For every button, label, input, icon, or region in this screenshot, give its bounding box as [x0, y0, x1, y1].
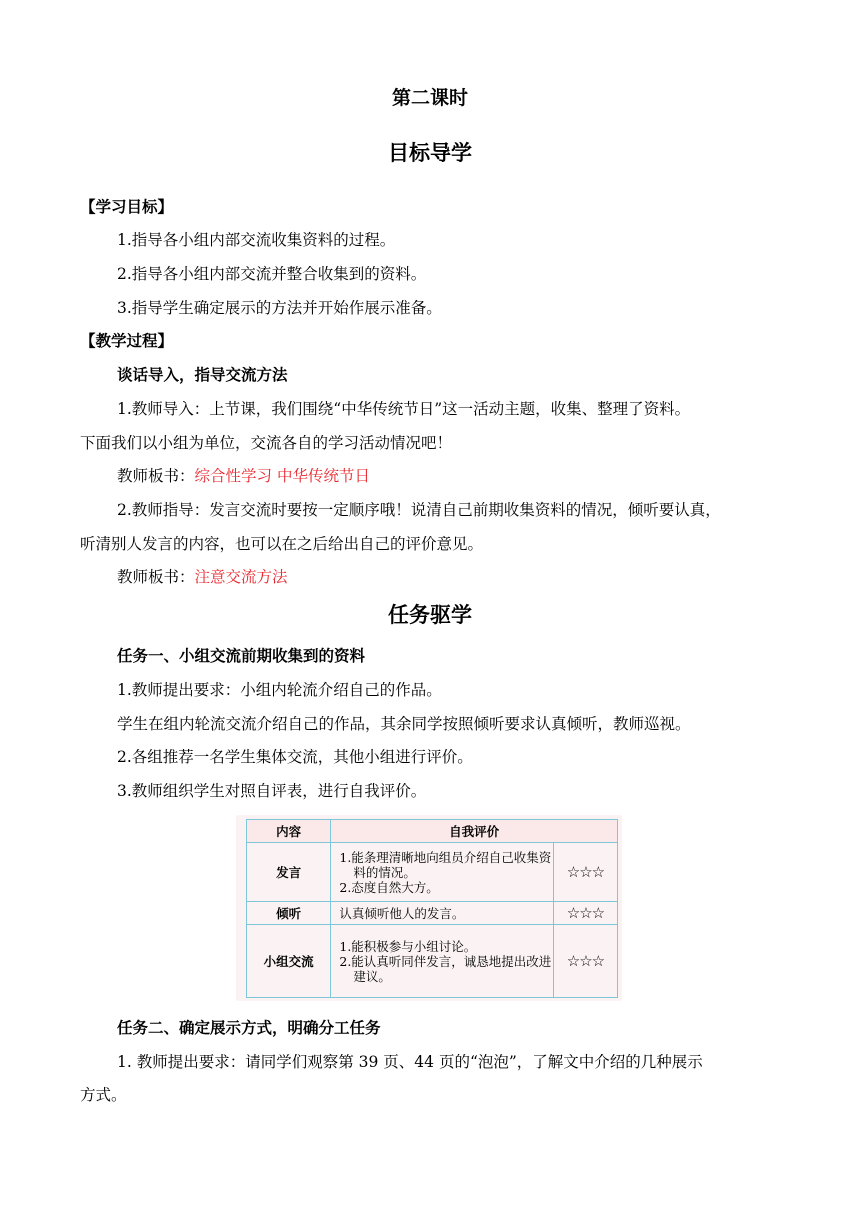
star-rating: ☆☆☆: [553, 925, 617, 998]
paragraph-line: 下面我们以小组为单位，交流各自的学习活动情况吧！: [80, 434, 453, 452]
criteria-line: 2.能认真听同伴发言，诚恳地提出改进建议。: [339, 953, 552, 984]
board-note: [117, 567, 288, 587]
criteria-line: 2.态度自然大方。: [339, 879, 439, 895]
paragraph-line: 听清别人发言的内容，也可以在之后给出自己的评价意见。: [80, 535, 484, 553]
paragraph-line: 1.教师导入：上节课，我们围绕“中华传统节日”这一活动主题，收集、整理了资料。: [117, 400, 691, 418]
paragraph-line: 1. 教师提出要求：请同学们观察第 39 页、44 页的“泡泡”，了解文中介绍的几种展示: [117, 1053, 703, 1071]
paragraph-line: 1.教师提出要求：小组内轮流介绍自己的作品。: [117, 681, 442, 699]
board-note: [117, 466, 370, 486]
lesson-title: 第二课时: [391, 87, 468, 109]
table-row: [247, 902, 618, 925]
objectives-heading: 【学习目标】: [80, 198, 174, 216]
self-evaluation-table-figure: [236, 815, 622, 1001]
board-label: 教师板书：: [117, 467, 195, 485]
paragraph-line: 学生在组内轮流交流介绍自己的作品，其余同学按照倾听要求认真倾听，教师巡视。: [117, 715, 691, 733]
section-goal-title: 目标导学: [388, 141, 472, 165]
header-content: 内容: [247, 820, 331, 843]
paragraph-line: 2.教师指导：发言交流时要按一定顺序哦！说清自己前期收集资料的情况，倾听要认真，: [117, 501, 721, 519]
task1-heading: 任务一、小组交流前期收集到的资料: [117, 647, 366, 665]
criteria-line: 1.能条理清晰地向组员介绍自己收集资料的情况。: [339, 849, 552, 880]
star-rating: ☆☆☆: [553, 902, 617, 925]
row-criteria: [331, 843, 554, 902]
self-evaluation-table: [246, 819, 618, 998]
objective-item: 2.指导各小组内部交流并整合收集到的资料。: [117, 265, 427, 283]
row-item: 小组交流: [247, 925, 331, 998]
section-task-title: 任务驱学: [388, 603, 472, 627]
criteria-line: 1.能积极参与小组讨论。: [339, 938, 477, 954]
row-item: 发言: [247, 843, 331, 902]
row-criteria: [331, 925, 554, 998]
board-text: 注意交流方法: [194, 568, 288, 586]
table-row: [247, 925, 618, 998]
criteria-line: 认真倾听他人的发言。: [339, 905, 465, 921]
paragraph-line: 2.各组推荐一名学生集体交流，其他小组进行评价。: [117, 748, 473, 766]
paragraph-line: 3.教师组织学生对照自评表，进行自我评价。: [117, 782, 427, 800]
process-heading: 【教学过程】: [80, 332, 174, 350]
process-subheading: 谈话导入，指导交流方法: [117, 366, 288, 384]
row-criteria: [331, 902, 554, 925]
objective-item: 1.指导各小组内部交流收集资料的过程。: [117, 231, 396, 249]
objective-item: 3.指导学生确定展示的方法并开始作展示准备。: [117, 299, 442, 317]
row-item: 倾听: [247, 902, 331, 925]
board-label: 教师板书：: [117, 568, 195, 586]
table-row: [247, 843, 618, 902]
paragraph-line: 方式。: [80, 1086, 127, 1104]
task2-heading: 任务二、确定展示方式，明确分工任务: [117, 1019, 381, 1037]
board-text: 综合性学习 中华传统节日: [194, 467, 370, 485]
star-rating: ☆☆☆: [553, 843, 617, 902]
header-evaluation: 自我评价: [331, 820, 618, 843]
